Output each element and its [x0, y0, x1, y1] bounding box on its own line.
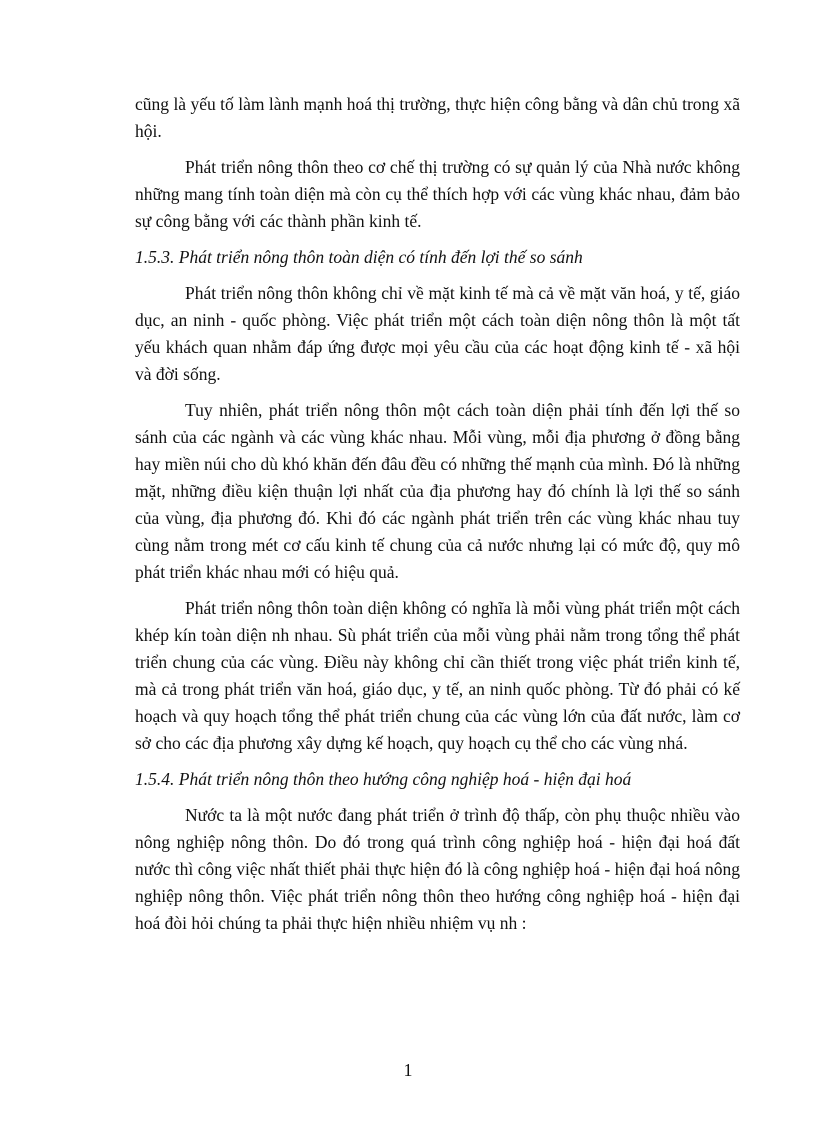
paragraph-5: Phát triển nông thôn toàn diện không có nghĩa là mỗi vùng phát triển một cách khép kín toàn diện nh nhau. Sù phát triển của mỗi vùng phải nằm trong tổng thể phát triển chung của các vùng. Điều này không chỉ cần thiết trong việc phát triển kinh tế, mà cả trong phát triển văn hoá, giáo dục, y tế, an ninh quốc phòng. Từ đó phải có kế hoạch và quy hoạch tổng thể phát triển chung của các vùng lớn của đất nước, làm cơ sở cho các địa phương xây dựng kế hoạch, quy hoạch cụ thể cho các vùng nhá. [135, 598, 740, 753]
section-heading-1-5-4: 1.5.4. Phát triển nông thôn theo hướng công nghiệp hoá - hiện đại hoá [135, 769, 632, 789]
paragraph-2: Phát triển nông thôn theo cơ chế thị trường có sự quản lý của Nhà nước không những mang tính toàn diện mà còn cụ thể thích hợp với các vùng khác nhau, đảm bảo sự công bằng với các thành phần kinh tế. [135, 157, 740, 231]
section-heading-1-5-3: 1.5.3. Phát triển nông thôn toàn diện có tính đến lợi thế so sánh [135, 247, 583, 267]
page-number: 1 [403, 1060, 413, 1080]
paragraph-6: Nước ta là một nước đang phát triển ở trình độ thấp, còn phụ thuộc nhiều vào nông nghiệp nông thôn. Do đó trong quá trình công nghiệp hoá - hiện đại hoá đất nước thì công việc nhất thiết phải thực hiện đó là công nghiệp hoá - hiện đại hoá nông nghiệp nông thôn. Việc phát triển nông thôn theo hướng công nghiệp hoá - hiện đại hoá đòi hỏi chúng ta phải thực hiện nhiều nhiệm vụ nh : [135, 805, 740, 933]
paragraph-4: Tuy nhiên, phát triển nông thôn một cách toàn diện phải tính đến lợi thế so sánh của các ngành và các vùng khác nhau. Mỗi vùng, mỗi địa phương ở đồng bằng hay miền núi cho dù khó khăn đến đâu đều có những thế mạnh của mình. Đó là những mặt, những điều kiện thuận lợi nhất của địa phương hay đó chính là lợi thế so sánh của vùng, địa phương đó. Khi đó các ngành phát triển trên các vùng khác nhau tuy cùng nằm trong mét cơ cấu kinh tế chung của cả nước nhưng lại có mức độ, quy mô phát triển khác nhau mới có hiệu quả. [135, 400, 740, 582]
document-body [135, 91, 740, 946]
paragraph-1: cũng là yếu tố làm lành mạnh hoá thị trường, thực hiện công bằng và dân chủ trong xã hội. [135, 94, 740, 141]
paragraph-3: Phát triển nông thôn không chỉ về mặt kinh tế mà cả về mặt văn hoá, y tế, giáo dục, an ninh - quốc phòng. Việc phát triển một cách toàn diện nông thôn là một tất yếu khách quan nhằm đáp ứng được mọi yêu cầu của các hoạt động kinh tế - xã hội và đời sống. [135, 283, 740, 384]
